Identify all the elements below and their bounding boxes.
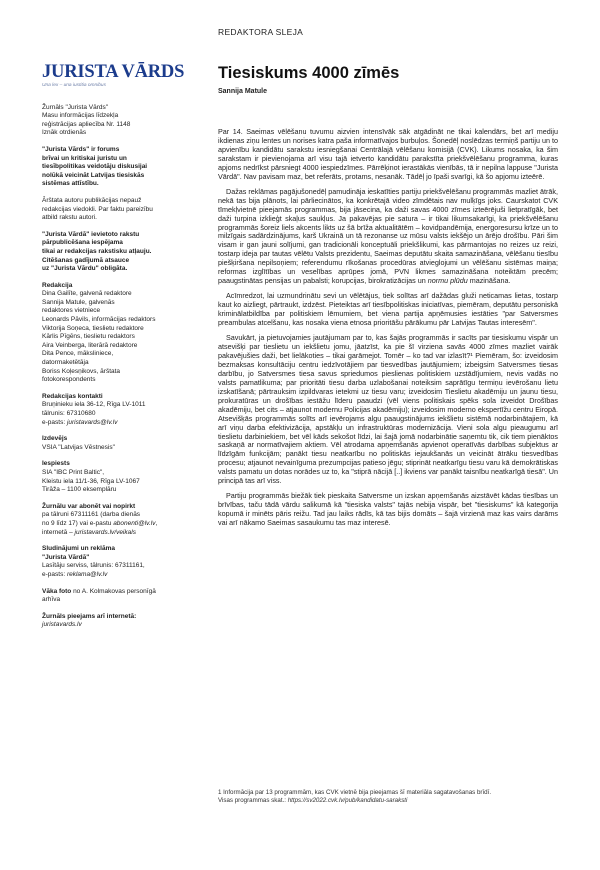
staff-line: Dita Pence, māksliniece,: [42, 350, 114, 358]
staff-line: datormaketētāja: [42, 359, 89, 367]
disclaimer-line: redakcijas viedokli. Par faktu pareizību: [42, 205, 153, 213]
forum-line: "Jurista Vārds" ir forums: [42, 145, 120, 153]
shop-link: juristavards.lv/veikals: [74, 528, 136, 536]
forum-statement: [42, 146, 192, 189]
cover-photo-credit: [42, 588, 192, 605]
subscribe-text: no 9 līdz 17) vai e-pastu: [42, 519, 114, 527]
subscribe-heading: Žurnālu var abonēt vai nopirkt: [42, 502, 136, 510]
publisher-heading: Izdevējs: [42, 435, 68, 443]
staff-line: Aira Veinberga, literārā redaktore: [42, 341, 138, 349]
subscribe-comma: ,: [155, 519, 158, 527]
disclaimer-line: atbild rakstu autori.: [42, 214, 97, 222]
forum-line: tiesībpolitikas veidotāju diskusijai: [42, 163, 148, 171]
forum-line: brīvai un kritiskai juristu un: [42, 154, 127, 162]
subscribe-line: [42, 520, 192, 529]
article-body: [218, 128, 558, 534]
online-url: juristavards.lv: [42, 621, 82, 629]
notice-line: "Jurista Vārdā" ievietoto rakstu: [42, 230, 140, 238]
forum-line: nolūkā veicināt Latvijas tiesiskās: [42, 171, 145, 179]
section-label: REDAKTORA SLEJA: [218, 27, 304, 37]
registration-info: [42, 104, 192, 138]
contacts-heading: Redakcijas kontakti: [42, 392, 103, 400]
footnote-text: Visas programmas skat.:: [218, 797, 288, 804]
subscribe-line: [42, 529, 192, 538]
disclaimer: [42, 197, 192, 223]
online-availability: [42, 613, 192, 630]
info-line: Iznāk otrdienās: [42, 129, 87, 137]
publisher: [42, 435, 192, 452]
ads-email: reklama@lv.lv: [66, 570, 108, 578]
subscribe-text: internetā –: [42, 528, 75, 536]
printer-line: SIA "IBC Print Baltic",: [42, 468, 105, 476]
disclaimer-line: Ārštata autoru publikācijas nepauž: [42, 196, 142, 204]
staff-line: Sannija Matule, galvenās: [42, 298, 115, 306]
contact-email-line: [42, 419, 192, 428]
printer: [42, 460, 192, 494]
cover-text: no A. Kolmakovas personīgā: [71, 587, 156, 595]
staff-line: Viktorija Soņeca, tieslietu redaktore: [42, 324, 144, 332]
footnote-link[interactable]: https://sv2022.cvk.lv/pub/kandidatu-saraksti: [287, 797, 408, 804]
contact-address: Bruņinieku iela 36-12, Rīga LV-1011: [42, 401, 146, 409]
paragraph: [218, 188, 558, 286]
editorial-staff: [42, 282, 192, 385]
logo-tagline: Una lex – una iustitia omnibus: [42, 83, 106, 88]
info-line: Žurnāls "Jurista Vārds": [42, 103, 109, 111]
ads-heading: Sludinājumi un reklāma: [42, 545, 115, 553]
contact-phone: tālrunis: 67310680: [42, 410, 96, 417]
info-line: reģistrācijas apliecība Nr. 1148: [42, 120, 131, 128]
printer-line: Tirāža – 1100 eksemplāru: [42, 486, 117, 494]
staff-line: Boriss Koļesņikovs, ārštata: [42, 367, 121, 375]
sidebar: [42, 62, 192, 638]
ads-email-label: e-pasts:: [42, 570, 67, 578]
subscribe-line: pa tālruni 67311161 (darba dienās: [42, 511, 141, 519]
paragraph-text: mazināšana.: [467, 276, 511, 286]
footnote-line: [218, 797, 563, 805]
paragraph: Par 14. Saeimas vēlēšanu tuvumu aizvien intensīvāk sāk atgādināt ne tikai kalendārs, bet arī mediju ikdienas ziņu lentes un norises katra paša informatīvajos burbuļos. Šonedēļ noslēdzas termiņš partiju un to apvienību kandidātu sarakstu iesniegšanai Centrālajā vēlēšanu komisijā (CVK). Likums nosaka, ka šim sarakstam ir pievienojama arī visu tajā ietverto kandidātu parakstīta priekšvēlēšanu programma, kuras apjoms nedrīkst pārsniegt 4000 iespiedzīmes. Pārrēķinot ierastākās vienībās, tā ir nepilna lappuse "Jurista Vārdā". Nav pavisam maz, bet referāts, protams, nesanāk. Tādēļ jo īpaši svarīgi, kā šo apjomu izteērē.: [218, 127, 558, 181]
footnote: [218, 789, 563, 805]
cover-text-2: arhīva: [42, 596, 61, 604]
contact-email: juristavards@lv.lv: [66, 418, 118, 426]
ads-heading-2: "Jurista Vārdā": [42, 553, 90, 561]
article-title: Tiesiskums 4000 zīmēs: [218, 64, 400, 82]
notice-line: uz "Jurista Vārdu" obligāta.: [42, 265, 128, 273]
paragraph-text: Dažas reklāmas pagājušonedēļ pamudināja ieskatīties partiju priekšvēlēšanu programmās mazliet ātrāk, nekā tas bija plānots, lai pārliecinātos, ka konkrētajā video zīmdētais nav mulķīgs joks. Caurskatot CVK tīmekļvietnē pieejamās programmas, bija jāsecina, ka daži savas 4000 zīmes izteērējuši lietpratīgāk, bet daži turpina izklieģt skaļus saukļus. Ja pakavējas pie satura – ir tikai likumsakarīgi, ka priekšvēlēšanu programmās šoreiz liels akcents likts uz šā brīža aktualitātēm – kovidpandēmija, energoresursu krīze un to milzīgais sadārdzinājums, karš Ukrainā un tā rezonanse uz mūsu valsts iekšējo un ārējo drošību. Pāri šim visam ir gan jauni solījumi, gan tradicionāli konceptuāli priekšlikumi, kas pārmantojas no reizes uz reizi, tostarp ideja par tautas vēlētu Valsts prezidentu, Saeimas deputātu skaita samazināšana, vēlēšanu tiesību piešķiršana nepilsoņiem; referendumu rīkošanas procedūras atvieglojumi un vēlēšanu sistēmas maiņa; reformas izglītības un veselības aprūpes jomā, PVN likmes samazināšana noteiktām precēm; paaugstinātas pensijas un pabalsti; korupcijas, birokratizācijas un: [218, 186, 558, 286]
notice-line: Citēšanas gadījumā atsauce: [42, 256, 130, 264]
article-author: Sannija Matule: [218, 88, 268, 95]
republication-notice: [42, 231, 192, 274]
paragraph: Partiju programmās biežāk tiek pieskaita Satversme un izskan apņemšanās aizstāvēt kādas tiesības un brīvības, taču tādā vārdu salikumā kā "tiesiska valsts" tajās nebija vispār, bet "tiesiskums" kā kategorija kopumā ir minēts pāris reižu. Tad jau laiks rādīs, kā tas bijis domāts – šajā virzienā maz kas vairs darāms vai arī nākamo Saeimas sasaukumu tas maz interesē.: [218, 491, 558, 528]
editorial-contacts: [42, 393, 192, 427]
cover-heading: Vāka foto: [42, 587, 72, 595]
online-heading: Žurnāls pieejams arī internetā:: [42, 612, 137, 620]
printer-heading: Iespiests: [42, 460, 70, 468]
footnote-line: 1 Informācija par 13 programmām, kas CVK vietnē bija pieejamas šī materiāla sagatavošanas brīdī.: [218, 789, 492, 796]
emphasis: normu plūdu: [427, 276, 468, 286]
ads-email-line: [42, 571, 192, 580]
email-label: e-pasts:: [42, 418, 67, 426]
paragraph: Acīmredzot, lai uzmundrinātu sevi un vēlētājus, tiek solītas arī dažādas gluži neticamas lietas, tostarp kaut ko aizliegt, pārtraukt, izdzēst. Pieteiktas arī tiesībpolitiskas iniciatīvas, piemēram, deputātu personiskā kriminālatbildība par politiskiem lēmumiem, bet viena partija apņēmusies iestāties "par Satversmes preambulas atcelšanu, kas nosaka viena etnosa prioritāšu pārākumu pār Latvijas Tautas interesēm".: [218, 291, 558, 328]
staff-line: Leonards Pāvils, informācijas redaktors: [42, 316, 156, 324]
info-line: Masu informācijas līdzekļa: [42, 112, 119, 120]
subscribe-email: abonenti@lv.lv: [113, 519, 156, 527]
subscription-info: [42, 503, 192, 537]
forum-line: sistēmas attīstību.: [42, 180, 99, 188]
paragraph: Savukārt, ja pietuvojamies jautājumam par to, kas šajās programmās ir sacīts par tiesiskumu vispār un atsevišķi par tieslietu un iekšlietu jomu, jāatzīst, ka pie šī virziena savās 4000 zīmes mazliet vairāk pakavējušies daži, bet lielākoties – tikai garāmejot. Tomēr – ko tad var izlasīt?¹ Piemēram, šo: izveidosim bezmaksas konsultāciju centru iedzīvotājiem par tiesvedības jautājumiem; izbeigsim Satversmes tiesas darbību, jo Satversmes tiesa savus spriedumos pieslienas politiskiem uzstādījumiem, nevis vadās no valsts pamatlikuma; par prioritāti tiesu darba uzlabošanai noteiksim saprātīgu termiņu ievērošanu lietu izskatīšanā; pārtrauksim izpildvaras ietekmi uz tiesu varu; izveidosim Tieslietu akadēmiju un jaunu tiesu, prokuratūras un drošības iestāžu līderu paaudzi (vēl viens politiskais spēks sola izveidot Drošības akadēmiju, bet cits – atjaunot modernu Policijas akadēmiju); izveidosim moderno ekspertīžu centru Eiropā. Atsevišķās programmās solīts arī ievērojams algu paaugstinājums iekšlietu sistēmā nodarbinātajiem, kā arī viņu darba efektivizācija, apstākļu un infrastruktūras modernizācija. Vieni sola algu pieaugumu arī tieslietu darbiniekiem, bet vēl kāds sekošot līdzi, lai šajā jomā nodarbinātie saņemtu tik, cik tiem pienāktos saskaņā ar normatīvajiem aktiem. Vēl atrodama apņemšanās apvienot operatīvās darbības subjektus ar līdzīgām funkcijām; panākt tiesu neatkarību no politiskās iejaukšanās un veicināt ātrāku tiesvedības procesu; atjaunot nevainīguma prezumpcijas patieso jēgu; stiprināt neatkarīgu tiesu varu kā demokrātiskas valsts pamatu un dotas norādes uz to, ka "stiprā nācijā [..] ikviens var panākt taisnību neatkarīgā tiesā". Un principā tas arī viss.: [218, 333, 558, 486]
staff-line: Dina Gailīte, galvenā redaktore: [42, 290, 132, 298]
staff-line: Kārlis Pīgēns, tieslietu redaktors: [42, 333, 135, 341]
advertising-info: [42, 545, 192, 579]
editorial-heading: Redakcija: [42, 281, 73, 289]
printer-line: Kleistu iela 11/1-36, Rīga LV-1067: [42, 477, 140, 485]
publisher-name: VSIA "Latvijas Vēstnesis": [42, 443, 115, 451]
ads-phone: Lasītāju serviss, tālrunis: 67311161,: [42, 562, 145, 570]
journal-logo: JURISTA VĀRDS: [42, 62, 185, 82]
staff-line: fotokorespondents: [42, 376, 96, 384]
notice-line: tikai ar redakcijas rakstisku atļauju.: [42, 247, 152, 255]
notice-line: pārpublicēšana iespējama: [42, 239, 123, 247]
staff-line: redaktores vietniece: [42, 307, 101, 315]
